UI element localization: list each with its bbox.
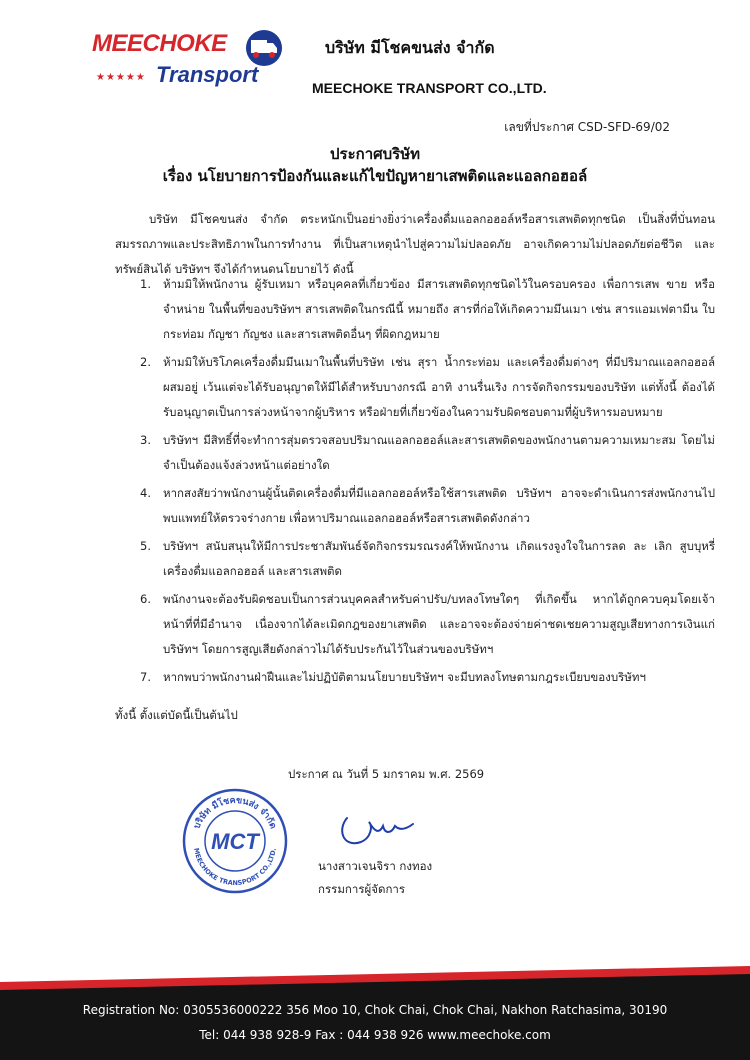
policy-text: หากสงสัยว่าพนักงานผู้นั้นติดเครื่องดื่มที่มีแอลกอฮอล์หรือใช้สารเสพติด บริษัทฯ อาจจะดำเนินการส่งพนักงานไป พบแพทย์ให้ตรวจร่างกาย เพื่อหาปริมาณแอลกอฮอล์หรือสารเสพติดดังกล่าว — [163, 486, 715, 525]
intro-paragraph: บริษัท มีโชคขนส่ง จำกัด ตระหนักเป็นอย่างยิ่งว่าเครื่องดื่มแอลกอฮอล์หรือสารเสพติดทุกชนิด เป็นสิ่งที่บั่นทอนสมรรถภาพและประสิทธิภาพในการทำงาน ที่เป็นสาเหตุนำไปสู่ความไม่ปลอดภัย อาจเกิดความไม่ปลอดภัยต่อชีวิต และทรัพย์สินได้ บริษัทฯ จึงได้กำหนดนโยบายไว้ ดังนี้ — [115, 212, 715, 276]
policy-number: 5. — [140, 539, 151, 553]
announcement-date: ประกาศ ณ วันที่ 5 มกราคม พ.ศ. 2569 — [288, 767, 485, 781]
logo-word-transport: Transport — [156, 62, 259, 87]
footer-contact: Tel: 044 938 928-9 Fax : 044 938 926 www.meechoke.com — [199, 1028, 551, 1042]
signer-title: กรรมการผู้จัดการ — [318, 882, 406, 896]
policy-text: พนักงานจะต้องรับผิดชอบเป็นการส่วนบุคคลสำหรับค่าปรับ/บทลงโทษใดๆ ที่เกิดขึ้น หากได้ถูกควบคุมโดยเจ้าหน้าที่ที่มีอำนาจ เนื่องจากได้ละเมิดกฎของยาเสพติด และอาจจะต้องจ่ายค่าชดเชยความสูญเสียทางการเงินแก่บริษัทฯ โดยการสูญเสียดังกล่าวไม่ได้รับประกันไว้ในส่วนของบริษัทฯ — [163, 592, 715, 656]
seal-text-top: บริษัท มีโชคขนส่ง จำกัด — [192, 795, 278, 831]
policy-number: 1. — [140, 277, 151, 291]
announcement-heading: ประกาศบริษัท — [329, 145, 420, 163]
policy-text: บริษัทฯ สนับสนุนให้มีการประชาสัมพันธ์จัดกิจกรรมรณรงค์ให้พนักงาน เกิดแรงจูงใจในการลด ละ เลิก สูบบุหรี่ เครื่องดื่มแอลกอฮอล์ และสารเสพติด — [163, 539, 715, 578]
logo-stars: ★★★★★ — [96, 72, 146, 83]
policy-number: 2. — [140, 355, 151, 369]
signer-name: นางสาวเจนจิรา กงทอง — [318, 859, 433, 873]
company-name-thai: บริษัท มีโชคขนส่ง จำกัด — [325, 38, 495, 57]
seal-text-bottom: MEECHOKE TRANSPORT CO.,LTD. — [192, 847, 278, 888]
company-logo — [92, 28, 297, 98]
closing-statement: ทั้งนี้ ตั้งแต่บัดนี้เป็นต้นไป — [115, 708, 238, 722]
policy-text: ห้ามมิให้พนักงาน ผู้รับเหมา หรือบุคคลที่เกี่ยวข้อง มีสารเสพติดทุกชนิดไว้ในครอบครอง เพื่อการเสพ ขาย หรือจำหน่าย ในพื้นที่ของบริษัทฯ สารเสพติดในกรณีนี้ หมายถึง สารที่ก่อให้เกิดความมึนเมา เช่น สารแอมเฟตามีน ใบกระท่อม กัญชา กัญชง และสารเสพติดอื่นๆ ที่ผิดกฎหมาย — [163, 277, 715, 341]
policy-text: ห้ามมิให้บริโภคเครื่องดื่มมึนเมาในพื้นที่บริษัท เช่น สุรา น้ำกระท่อม และเครื่องดื่มต่างๆ ที่มีปริมาณแอลกอฮอล์ผสมอยู่ เว้นแต่จะได้รับอนุญาตให้มีได้สำหรับบางกรณี อาทิ งานรื่นเริง การจัดกิจกรรมของบริษัท แต่ทั้งนี้ ต้องได้รับอนุญาตเป็นการล่วงหน้าจากผู้บริหาร หรือฝ่ายที่เกี่ยวข้องในความรับผิดชอบตามที่ผู้บริหารมอบหมาย — [163, 355, 715, 419]
policy-text: หากพบว่าพนักงานฝ่าฝืนและไม่ปฏิบัติตามนโยบายบริษัทฯ จะมีบทลงโทษตามกฎระเบียบของบริษัทฯ — [163, 670, 646, 684]
policy-item — [115, 350, 715, 425]
letterhead — [0, 0, 750, 110]
policy-item — [115, 665, 715, 690]
document-number: เลขที่ประกาศ CSD-SFD-69/02 — [504, 120, 670, 134]
signature-icon — [335, 808, 415, 852]
policy-number: 4. — [140, 486, 151, 500]
policy-item — [115, 587, 715, 662]
policy-number: 7. — [140, 670, 151, 684]
footer-registration: Registration No: 0305536000222 356 Moo 10, Chok Chai, Chok Chai, Nakhon Ratchasima, 30190 — [82, 1003, 668, 1017]
company-seal-icon — [180, 786, 290, 896]
policy-number: 3. — [140, 433, 151, 447]
policy-item — [115, 272, 715, 347]
logo-word-meechoke: MEECHOKE — [92, 30, 227, 57]
policy-text: บริษัทฯ มีสิทธิ์ที่จะทำการสุ่มตรวจสอบปริมาณแอลกอฮอล์และสารเสพติดของพนักงานตามความเหมาะสม โดยไม่จำเป็นต้องแจ้งล่วงหน้าแต่อย่างใด — [163, 433, 715, 472]
policy-list — [115, 272, 715, 693]
policy-number: 6. — [140, 592, 151, 606]
policy-item — [115, 481, 715, 531]
policy-item — [115, 428, 715, 478]
announcement-subject: เรื่อง นโยบายการป้องกันและแก้ไขปัญหายาเสพติดและแอลกอฮอล์ — [162, 167, 588, 185]
seal-text-center: MCT — [211, 829, 259, 854]
policy-item — [115, 534, 715, 584]
company-name-english: MEECHOKE TRANSPORT CO.,LTD. — [312, 80, 547, 96]
